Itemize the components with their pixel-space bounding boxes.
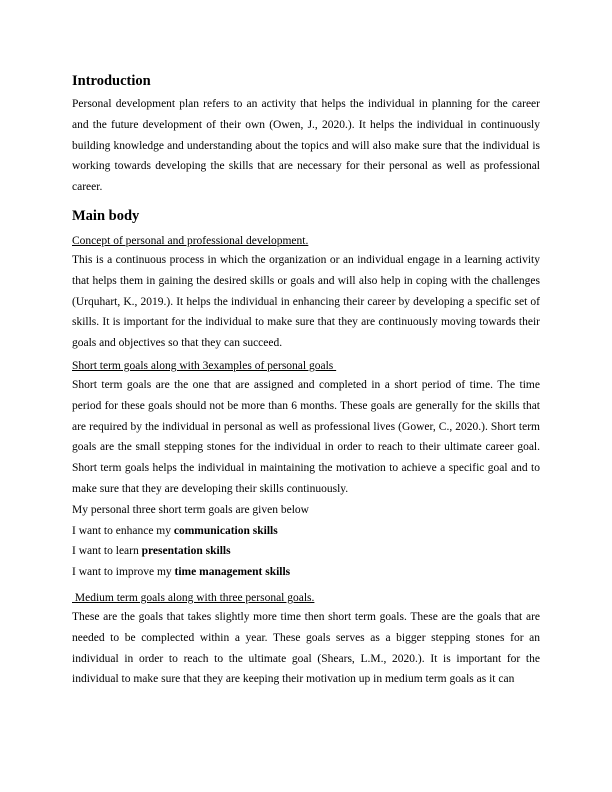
short-term-goal-1 — [72, 521, 540, 542]
introduction-heading: Introduction — [72, 73, 151, 89]
goal-3-prefix: I want to improve my — [72, 566, 175, 579]
short-term-paragraph: Short term goals are the one that are assigned and completed in a short period of time. The time period for these goals should not be more than 6 months. These goals are generally for the skills that are required by the individual in personal as well as professional lives (Gower, C., 2020.). Short term goals are the small stepping stones for the individual in order to reach to their ultimate career goal. Short term goals helps the individual in maintaining the motivation to achieve a specific goal and to make sure that they are developing their skills continuously. — [72, 378, 540, 495]
medium-term-paragraph: These are the goals that takes slightly more time then short term goals. These are the goals that are needed to be complected within a year. These goals serves as a bigger stepping stones for an individual in order to reach to the ultimate goal (Shears, L.M., 2020.). It is important for the individual to make sure that they are keeping their motivation up in medium term goals as it can — [72, 610, 540, 686]
goal-1-skill: communication skills — [173, 524, 278, 537]
goal-1-prefix: I want to enhance my — [72, 524, 174, 537]
short-term-intro-line: My personal three short term goals are given below — [72, 503, 309, 516]
goal-3-skill: time management skills — [174, 566, 291, 579]
goal-2-prefix: I want to learn — [72, 545, 142, 558]
medium-term-subheading: Medium term goals along with three personal goals. — [72, 591, 315, 604]
concept-paragraph: This is a continuous process in which the organization or an individual engage in a learning activity that helps them in gaining the desired skills or goals and will also help in coping with the challenges (Urquhart, K., 2019.). It helps the individual in enhancing their career by developing a specific set of skills. It is important for the individual to make sure that they are continuously moving towards their goals and objectives so that they can succeed. — [72, 253, 540, 350]
main-body-heading: Main body — [72, 207, 140, 224]
short-term-goal-2 — [72, 541, 540, 562]
document-page — [72, 72, 540, 690]
goal-2-skill: presentation skills — [141, 545, 231, 558]
concept-subheading: Concept of personal and professional development. — [72, 234, 309, 247]
short-term-goal-3 — [72, 562, 540, 583]
introduction-paragraph: Personal development plan refers to an activity that helps the individual in planning for the career and the future development of their own (Owen, J., 2020.). It helps the individual in continuously building knowledge and understanding about the topics and will also make sure that the individual is working towards developing the skills that are necessary for their personal as well as professional career. — [72, 98, 540, 194]
short-term-subheading: Short term goals along with 3examples of personal goals — [72, 359, 337, 372]
